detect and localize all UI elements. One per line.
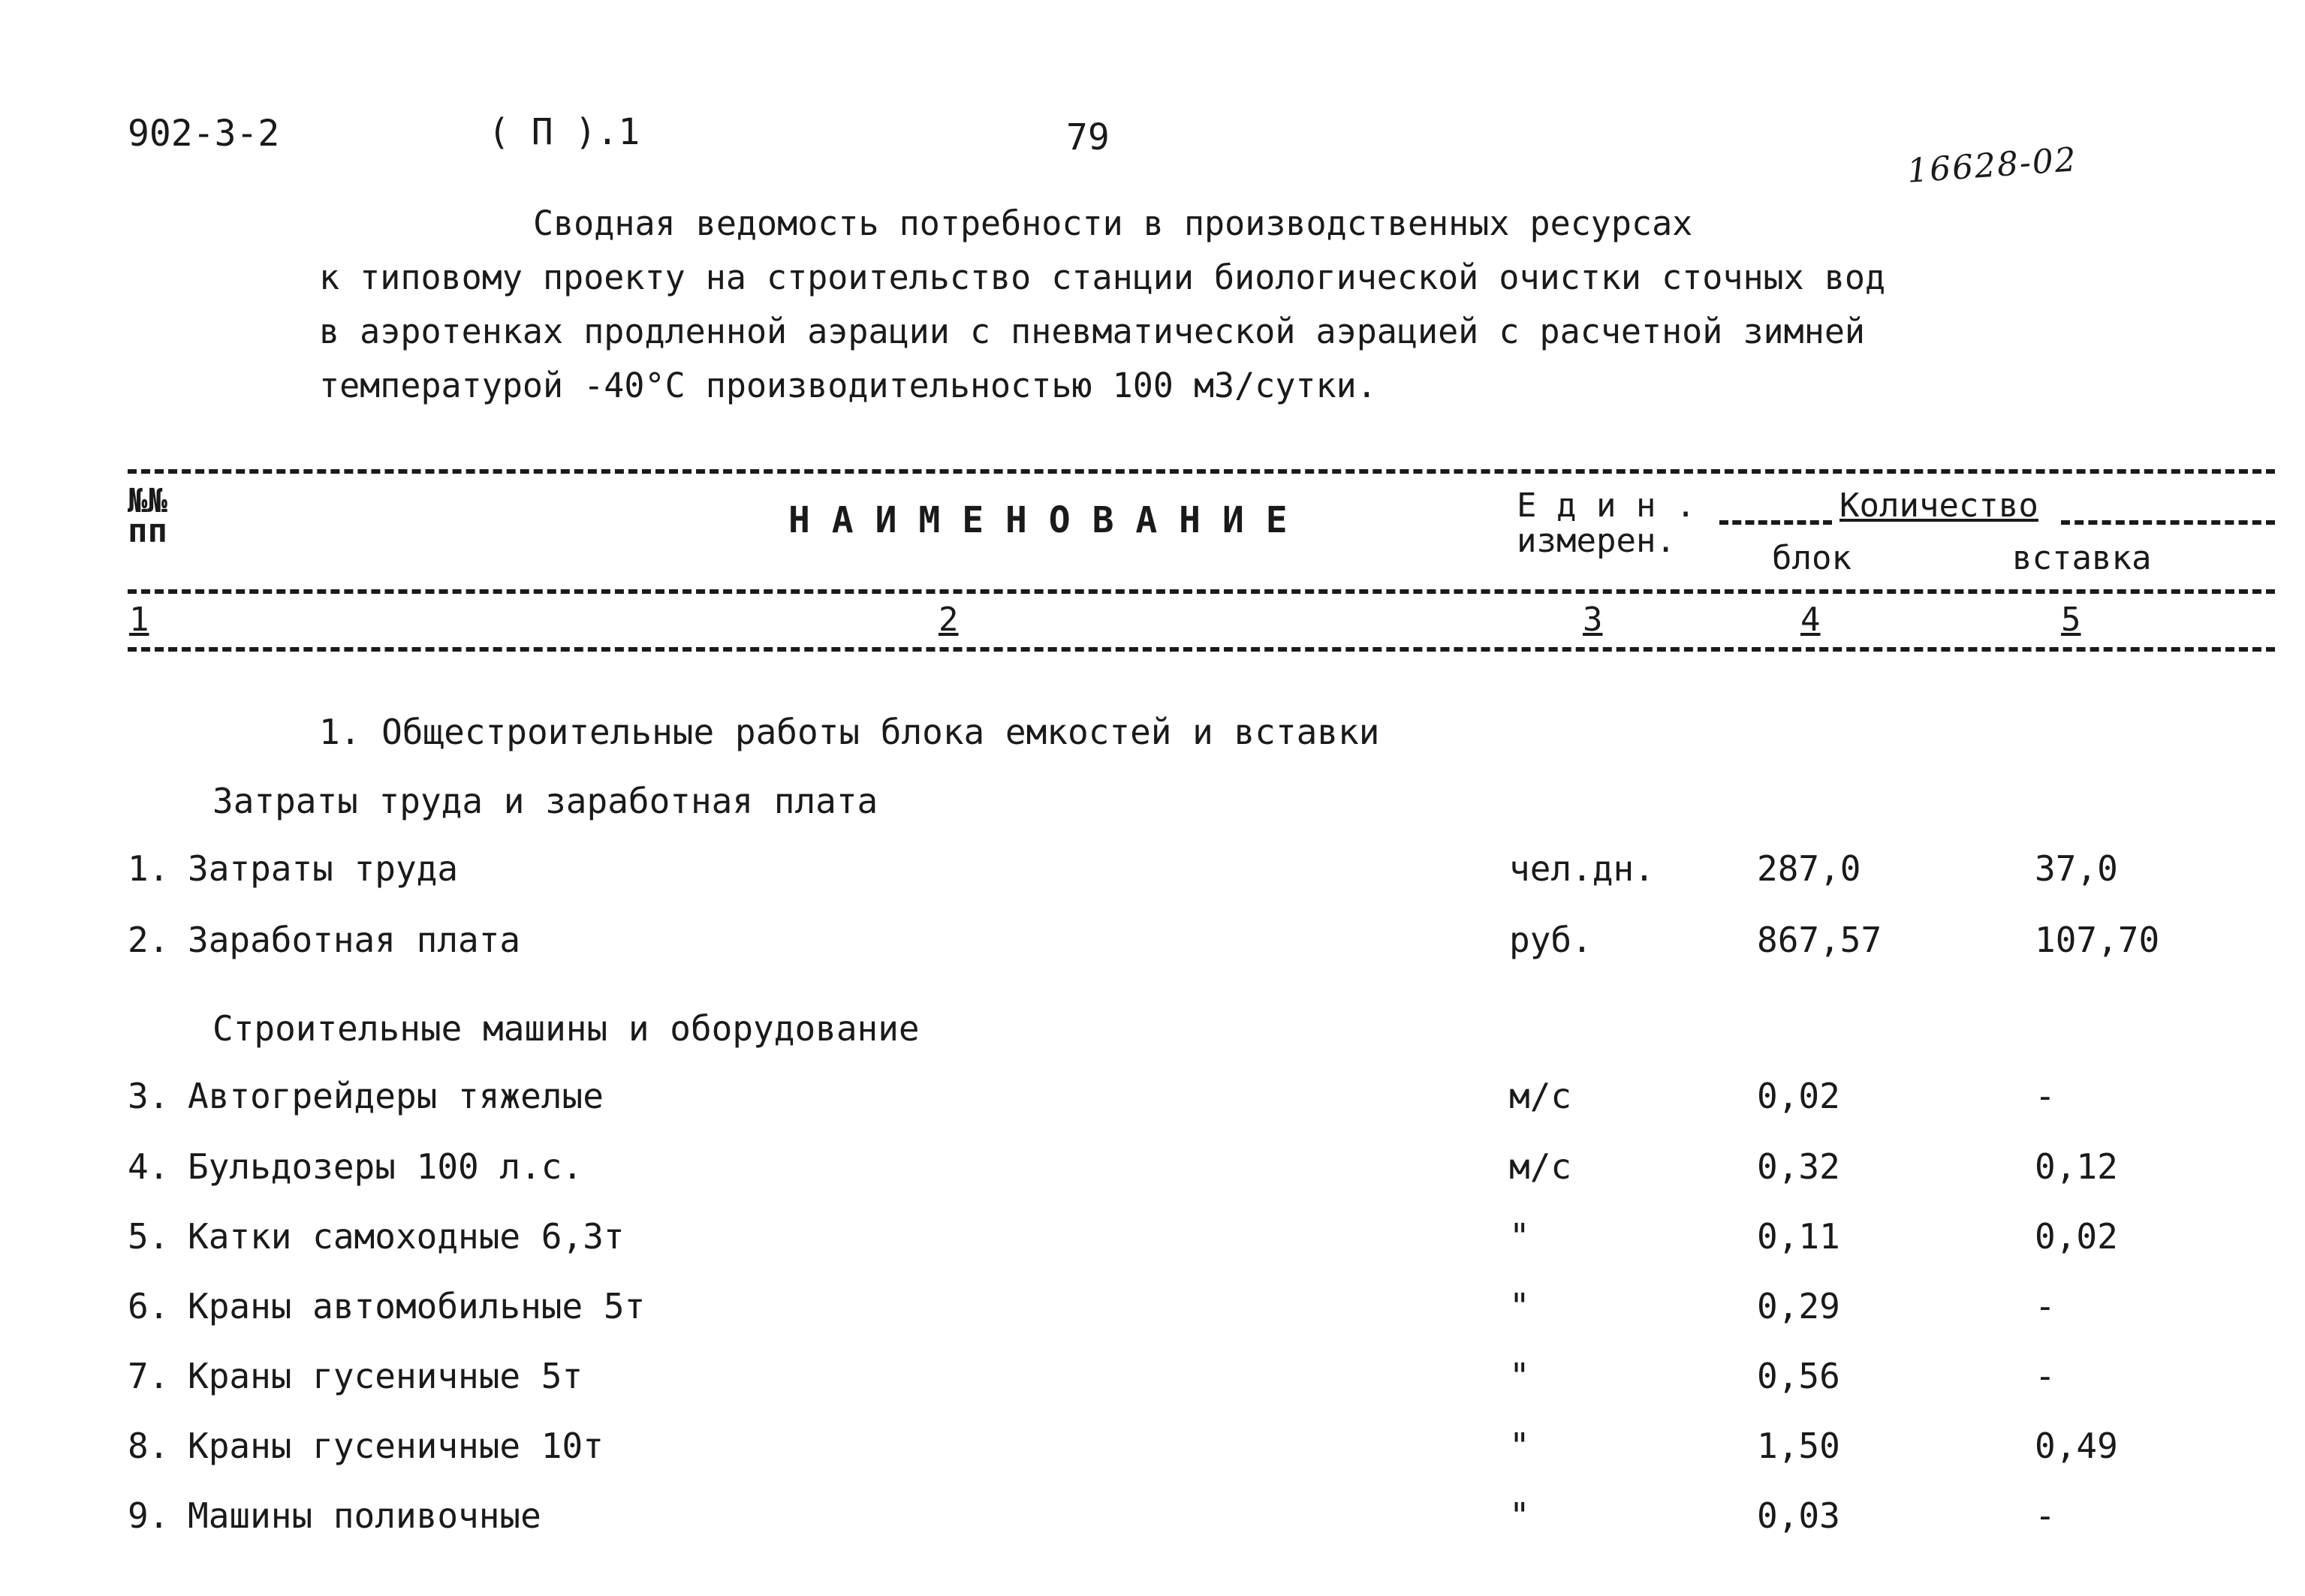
section-title: 1. Общестроительные работы блока емкостей и вставки xyxy=(319,712,1380,752)
row-block-value: 0,29 xyxy=(1757,1286,1840,1326)
row-name: Краны гусеничные 5т xyxy=(188,1356,583,1396)
row-number: 3. xyxy=(128,1076,170,1116)
quantity-rule-left xyxy=(1719,520,1832,525)
row-name: Заработная плата xyxy=(188,920,521,960)
row-number: 7. xyxy=(128,1356,170,1396)
handwritten-code: 16628-02 xyxy=(1906,140,2079,191)
row-insert-value: 37,0 xyxy=(2035,848,2118,889)
quantity-rule-right xyxy=(2061,520,2275,525)
column-number-2: 2 xyxy=(939,601,959,639)
row-number: 2. xyxy=(128,920,170,960)
column-number-5: 5 xyxy=(2061,601,2081,639)
column-header-unit-line1: Е д и н . xyxy=(1517,486,1696,525)
row-name: Катки самоходные 6,3т xyxy=(188,1216,625,1257)
title-line-2: к типовому проекту на строительство станции биологической очистки сточных вод xyxy=(319,257,1886,297)
row-block-value: 867,57 xyxy=(1757,920,1882,960)
column-number-4: 4 xyxy=(1800,601,1821,639)
group-subtitle-labor: Затраты труда и заработная плата xyxy=(212,781,878,821)
row-name: Бульдозеры 100 л.с. xyxy=(188,1146,583,1187)
row-insert-value: - xyxy=(2035,1286,2056,1326)
row-number: 6. xyxy=(128,1286,170,1326)
row-insert-value: 0,49 xyxy=(2035,1426,2118,1466)
row-unit: " xyxy=(1509,1356,1530,1396)
row-name: Краны гусеничные 10т xyxy=(188,1426,604,1466)
row-name: Автогрейдеры тяжелые xyxy=(188,1076,604,1116)
row-name: Затраты труда xyxy=(188,848,459,889)
row-block-value: 1,50 xyxy=(1757,1426,1840,1466)
document-code: 902-3-2 xyxy=(128,113,280,155)
row-unit: м/с xyxy=(1509,1146,1572,1187)
row-block-value: 287,0 xyxy=(1757,848,1861,889)
row-block-value: 0,32 xyxy=(1757,1146,1840,1187)
column-header-insert: вставка xyxy=(2012,539,2152,577)
title-line-4: температурой -40°С производительностью 100 м3/сутки. xyxy=(319,366,1377,405)
part-mark: ( П ).1 xyxy=(488,111,640,153)
row-unit: " xyxy=(1509,1216,1530,1257)
title-line-3: в аэротенках продленной аэрации с пневматической аэрацией с расчетной зимней xyxy=(319,312,1866,351)
row-number: 1. xyxy=(128,848,170,889)
row-name: Краны автомобильные 5т xyxy=(188,1286,646,1326)
row-block-value: 0,11 xyxy=(1757,1216,1840,1257)
row-unit: м/с xyxy=(1509,1076,1572,1116)
column-number-1: 1 xyxy=(129,601,149,639)
row-number: 5. xyxy=(128,1216,170,1257)
group-subtitle-machines: Строительные машины и оборудование xyxy=(212,1008,920,1049)
row-insert-value: 107,70 xyxy=(2035,920,2160,960)
row-insert-value: 0,12 xyxy=(2035,1146,2118,1187)
column-number-3: 3 xyxy=(1583,601,1603,639)
header-rule-middle xyxy=(128,589,2275,594)
column-header-quantity: Количество xyxy=(1839,486,2038,525)
title-line-1: Сводная ведомость потребности в производственных ресурсах xyxy=(533,203,1693,243)
row-number: 8. xyxy=(128,1426,170,1466)
row-number: 9. xyxy=(128,1495,170,1536)
row-unit: " xyxy=(1509,1426,1530,1466)
row-block-value: 0,56 xyxy=(1757,1356,1840,1396)
row-insert-value: - xyxy=(2035,1356,2056,1396)
header-rule-top xyxy=(128,469,2275,474)
page-number: 79 xyxy=(1066,116,1110,158)
column-header-number: №№ пп xyxy=(128,482,167,550)
row-unit: руб. xyxy=(1509,920,1592,960)
row-name: Машины поливочные xyxy=(188,1495,541,1536)
row-unit: " xyxy=(1509,1495,1530,1536)
row-block-value: 0,02 xyxy=(1757,1076,1840,1116)
row-insert-value: - xyxy=(2035,1495,2056,1536)
row-number: 4. xyxy=(128,1146,170,1187)
row-unit: " xyxy=(1509,1286,1530,1326)
column-header-unit-line2: измерен. xyxy=(1517,522,1676,560)
header-rule-bottom xyxy=(128,647,2275,652)
row-unit: чел.дн. xyxy=(1509,848,1655,889)
row-block-value: 0,03 xyxy=(1757,1495,1840,1536)
column-header-block: блок xyxy=(1772,539,1852,577)
row-insert-value: - xyxy=(2035,1076,2056,1116)
column-header-name: Н А И М Е Н О В А Н И Е xyxy=(788,499,1288,541)
row-insert-value: 0,02 xyxy=(2035,1216,2118,1257)
